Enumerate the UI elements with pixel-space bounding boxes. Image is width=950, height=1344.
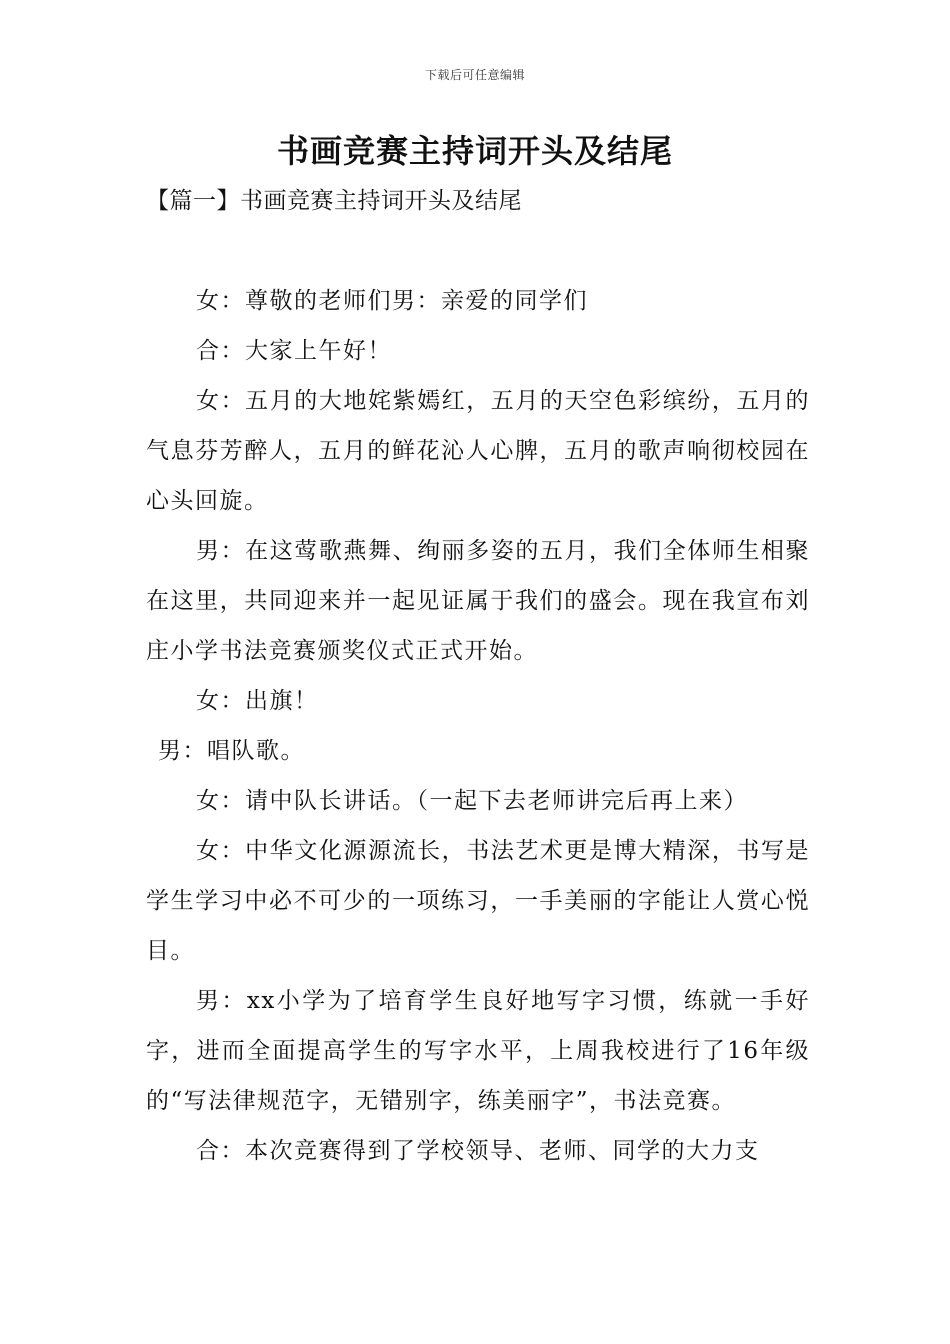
paragraph-support: 合：本次竞赛得到了学校领导、老师、同学的大力支 — [196, 1138, 760, 1164]
header-note: 下载后可任意编辑 — [424, 68, 525, 82]
paragraph-may-intro: 女：五月的大地姹紫嫣红，五月的天空色彩缤纷，五月的气息芬芳醉人，五月的鲜花沁人心脾，五月的歌声响彻校园在心头回旋。 — [146, 388, 810, 514]
paragraph-competition-purpose: 男：xx小学为了培育学生良好地写字习惯，练就一手好字，进而全面提高学生的写字水平，上周我校进行了16年级的“写法律规范字，无错别字，练美丽字”，书法竞赛。 — [146, 988, 810, 1114]
paragraph-opening-announcement: 男：在这莺歌燕舞、绚丽多姿的五月，我们全体师生相聚在这里，共同迎来并一起见证属于我们的盛会。现在我宣布刘庄小学书法竞赛颁奖仪式正式开始。 — [146, 538, 810, 664]
paragraph-greeting: 女：尊敬的老师们男：亲爱的同学们 — [196, 288, 588, 314]
paragraph-together-greeting: 合：大家上午好！ — [196, 338, 392, 364]
document-title: 书画竞赛主持词开头及结尾 — [276, 132, 673, 170]
paragraph-calligraphy-culture: 女：中华文化源源流长，书法艺术更是博大精深，书写是学生学习中必不可少的一项练习，一手美丽的字能让人赏心悦目。 — [146, 838, 810, 964]
paragraph-flag: 女：出旗！ — [196, 688, 319, 714]
paragraph-captain-speech: 女：请中队长讲话。（一起下去老师讲完后再上来） — [196, 788, 748, 814]
document-body — [146, 276, 810, 1176]
paragraph-team-song: 男：唱队歌。 — [158, 738, 305, 764]
section-heading: 【篇一】书画竞赛主持词开头及结尾 — [146, 188, 522, 214]
